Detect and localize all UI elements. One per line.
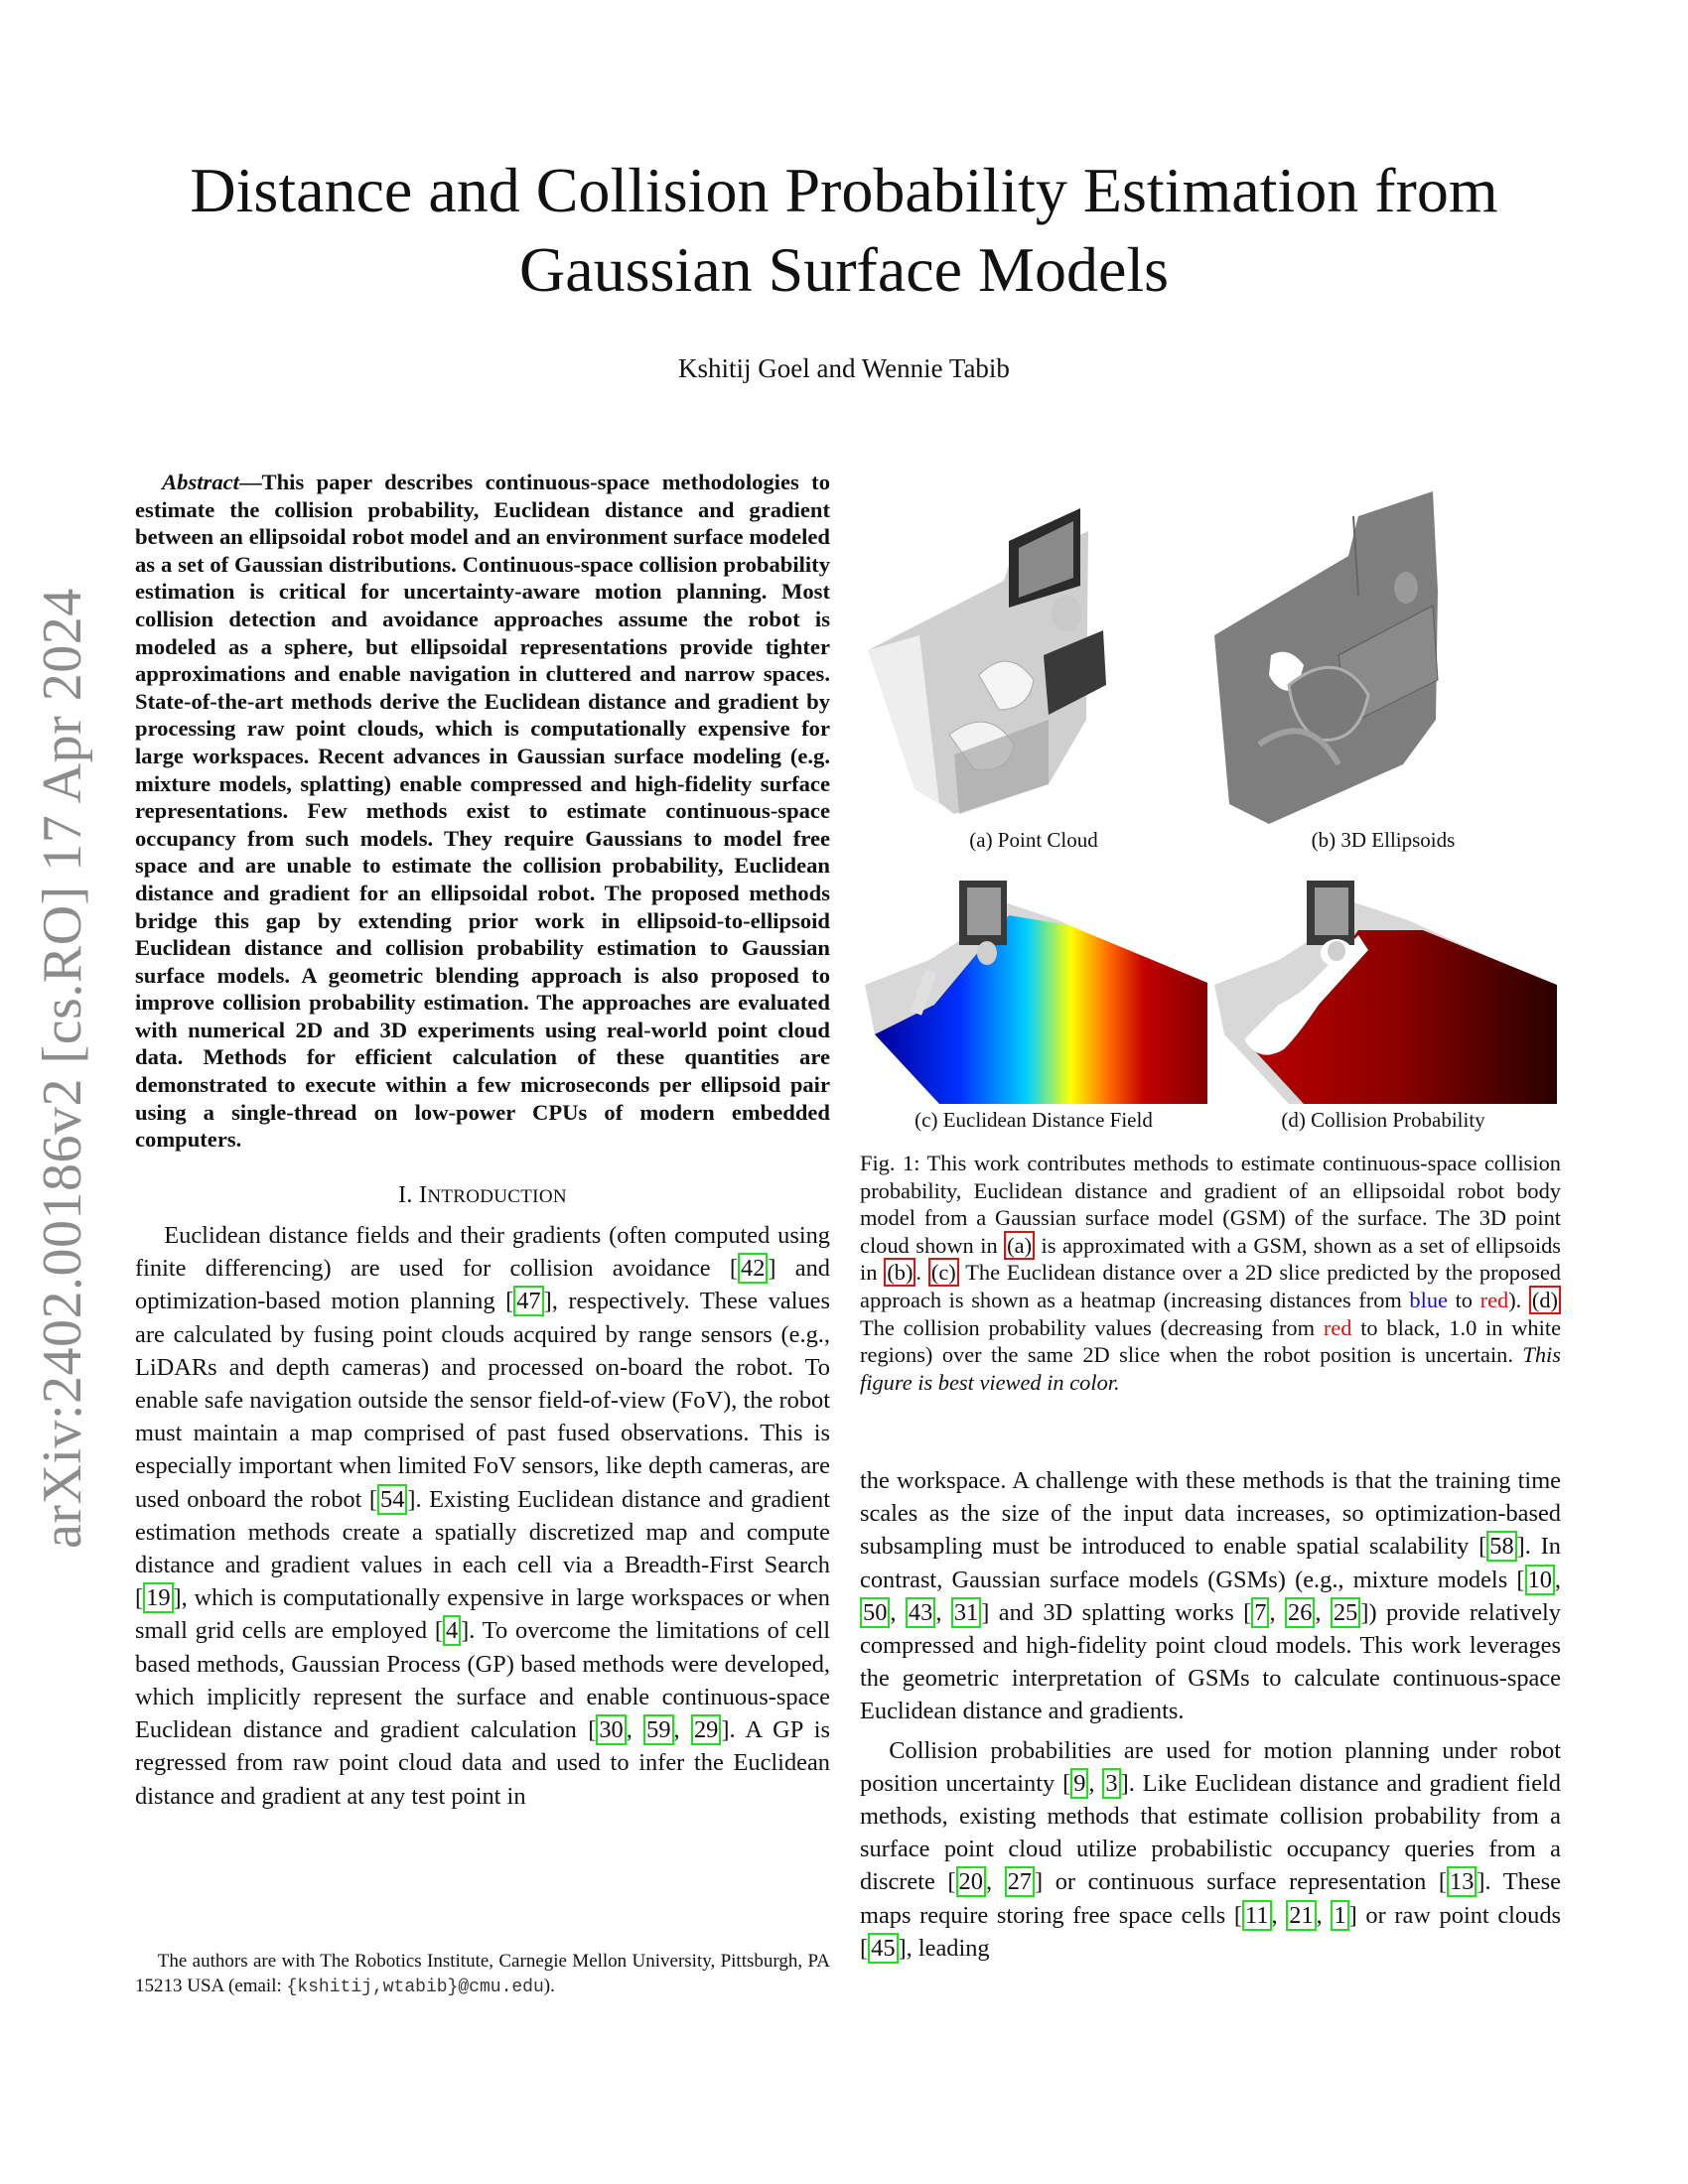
citation-link[interactable]: 45 xyxy=(868,1933,898,1964)
caption-text: Fig. 1: This work contributes methods to estimate continuous-space collision probability, Euclidean distance and gradient of an ellipsoidal robot body model from a Gaussian surface model (GSM) of the surface. The 3D point cloud shown in xyxy=(860,1151,1561,1258)
caption-italic-note: This figure is best viewed in color. xyxy=(860,1342,1561,1395)
ellipsoids-image xyxy=(1209,486,1557,824)
subfigure-a-point-cloud xyxy=(860,486,1207,853)
subfigure-b-3d-ellipsoids xyxy=(1209,486,1557,853)
email-user[interactable]: {kshitij,wtabib} xyxy=(286,1978,459,1997)
text-run: or continuous surface representation xyxy=(1043,1868,1439,1896)
text-run: or raw point clouds xyxy=(1356,1901,1562,1929)
citation-link[interactable]: 11 xyxy=(1242,1900,1272,1931)
text-run: . In contrast, Gaussian surface models (GSMs) (e.g., mixture models xyxy=(860,1533,1561,1593)
citation-link[interactable]: 4 xyxy=(443,1615,461,1646)
intro-paragraph-collision: Collision probabilities are used for motion planning under robot position uncertainty [ 9 , 3 ]. Like Euclidean distance and gradient field methods, existing methods that estimate collision probability from a surface point cloud utilize probabilistic occupancy queries from a discrete [ 20 , 27 ] or continuous surface representation [ 13 ]. These maps require storing free space cells [ 11 , 21 , 1 ] or raw point clouds [ 45 ], leading xyxy=(860,1736,1562,1962)
paper-title xyxy=(0,151,1688,310)
blue-label: blue xyxy=(1409,1287,1448,1312)
section-heading-introduction xyxy=(135,1179,830,1213)
title-line-1: Distance and Collision Probability Estimation from xyxy=(190,155,1498,225)
citation-link[interactable]: 27 xyxy=(1005,1866,1035,1897)
left-column xyxy=(135,469,830,1813)
caption-text: is approximated with a GSM, shown as a set of ellipsoids in xyxy=(860,1232,1561,1286)
footnote-text: The authors are with The Robotics Institute, Carnegie Mellon University, Pittsburgh, PA 15213 USA (email: xyxy=(135,1951,830,1996)
section-number: I. xyxy=(398,1181,413,1208)
abstract-dash: — xyxy=(238,470,262,494)
subfigure-caption: (c) Euclidean Distance Field xyxy=(914,1108,1153,1132)
text-run: , leading xyxy=(906,1934,990,1962)
text-run: the workspace. A challenge with these methods is that the training time scales as the size of the input data increases, so optimization-based subsampling must be introduced to enable spatial scalability xyxy=(860,1467,1561,1561)
text-run: . To overcome the limitations of cell based methods, Gaussian Process (GP) based methods were developed, which implicitly represent the surface and enable continuous-space Euclidean distance and gradient calculation xyxy=(135,1617,830,1744)
citation-link[interactable]: 19 xyxy=(143,1582,173,1613)
subfigure-d-collision-probability xyxy=(1209,876,1557,1133)
citation-link[interactable]: 54 xyxy=(377,1484,407,1515)
red-label: red xyxy=(1479,1287,1509,1312)
text-run: , respectively. These values are calculated by fusing point clouds acquired by range sensors (e.g., LiDARs and depth cameras) and processed on-board the robot. To enable safe navigation outside the sensor field-of-view (FoV), the robot must maintain a map comprised of past fused observations. This is especially important when limited FoV sensors, like depth cameras, are used onboard the robot xyxy=(135,1288,830,1513)
text-run: . Like Euclidean distance and gradient field methods, existing methods that estimate collision probability from a surface point cloud utilize probabilistic occupancy queries from a discrete xyxy=(860,1769,1561,1896)
citation-link[interactable]: 3 xyxy=(1102,1768,1120,1799)
figure-1-caption xyxy=(860,1150,1561,1396)
point-cloud-image xyxy=(860,486,1207,824)
citation-link[interactable]: 58 xyxy=(1486,1531,1516,1562)
citation-link[interactable]: 43 xyxy=(906,1597,935,1628)
subfigure-caption: (d) Collision Probability xyxy=(1281,1108,1485,1132)
caption-text: The Euclidean distance over a 2D slice predicted by the proposed approach is shown as a heatmap (increasing distances from xyxy=(860,1260,1562,1312)
section-title-rest: NTRODUCTION xyxy=(427,1185,567,1207)
citation-link[interactable]: 21 xyxy=(1286,1900,1316,1931)
text-run: . Existing Euclidean distance and gradient estimation methods create a spatially discretized map and compute distance and gradient values in each cell via a Breadth-First Search xyxy=(135,1485,830,1579)
citation-link[interactable]: 42 xyxy=(738,1253,768,1284)
title-line-2: Gaussian Surface Models xyxy=(518,234,1170,305)
text-run: . A GP is regressed from raw point cloud data and used to infer the Euclidean distance and gradient at any test point in xyxy=(135,1716,830,1810)
citation-link[interactable]: 29 xyxy=(691,1714,721,1745)
footnote-close: ). xyxy=(543,1976,555,1996)
abstract xyxy=(135,469,830,1154)
text-run: and optimization-based motion planning xyxy=(135,1255,830,1315)
text-run: ) provide relatively compressed and high-fidelity point cloud models. This work leverages the geometric interpretation of GSMs to calculate continuous-space Euclidean distance and gradients. xyxy=(860,1598,1562,1725)
citation-link[interactable]: 9 xyxy=(1070,1768,1088,1799)
caption-text: . xyxy=(915,1260,928,1286)
citation-link[interactable]: 59 xyxy=(643,1714,673,1745)
text-run: and 3D splatting works xyxy=(989,1598,1244,1626)
caption-text: to black, 1.0 in white regions) over the same 2D slice when the robot position is uncertain. xyxy=(860,1314,1562,1368)
figure-ref-b[interactable]: (b) xyxy=(884,1258,915,1287)
citation-link[interactable]: 7 xyxy=(1251,1597,1269,1628)
citation-link[interactable]: 31 xyxy=(951,1597,981,1628)
abstract-text: This paper describes continuous-space methodologies to estimate the collision probability, Euclidean distance and gradient between an ellipsoidal robot model and an environment surface modeled as a set of Gaussian distributions. Continuous-space collision probability estimation is critical for uncertainty-aware motion planning. Most collision detection and avoidance approaches assume the robot is modeled as a sphere, but ellipsoidal representations provide tighter approximations and enable navigation in cluttered and narrow spaces. State-of-the-art methods derive the Euclidean distance and gradient by processing raw point clouds, which is computationally expensive for large workspaces. Recent advances in Gaussian surface modeling (e.g. mixture models, splatting) enable compressed and high-fidelity surface representations. Few methods exist to estimate continuous-space occupancy from such models. They require Gaussians to model free space and are unable to estimate the collision probability, Euclidean distance and gradient for an ellipsoidal robot. The proposed methods bridge this gap by extending prior work in ellipsoid-to-ellipsoid Euclidean distance and collision probability estimation to Gaussian surface models. A geometric blending approach is also proposed to improve collision probability estimation. The approaches are evaluated with numerical 2D and 3D experiments using real-world point cloud data. Methods for efficient calculation of these quantities are demonstrated to execute within a few microseconds per ellipsoid pair using a single-thread on low-power CPUs of modern embedded computers. xyxy=(135,470,830,1153)
arxiv-identifier-stamp: arXiv:2402.00186v2 [cs.RO] 17 Apr 2024 xyxy=(32,588,93,1549)
subfigure-caption: (a) Point Cloud xyxy=(969,828,1098,852)
author-list: Kshitij Goel and Wennie Tabib xyxy=(678,353,1010,383)
collision-probability-image xyxy=(1209,876,1557,1104)
red-label: red xyxy=(1323,1314,1352,1340)
intro-paragraph-1: Euclidean distance fields and their gradients (often computed using finite differencing) are used for collision avoidance [ 42 ] and optimization-based motion planning [ 47 ], respectively. These values are calculated by fusing point clouds acquired by range sensors (e.g., LiDARs and depth cameras) and processed on-board the robot. To enable safe navigation outside the sensor field-of-view (FoV), the robot must maintain a map comprised of past fused observations. This is especially important when limited FoV sensors, like depth cameras, are used onboard the robot [ 54 ]. Existing Euclidean distance and gradient estimation methods create a spatially discretized map and compute distance and gradient values in each cell via a Breadth-First Search [ 19 ], which is computationally expensive in large workspaces or when small grid cells are employed [ 4 ]. To overcome the limitations of cell based methods, Gaussian Process (GP) based methods were developed, which implicitly represent the surface and enable continuous-space Euclidean distance and gradient calculation [ 30 , 59 , 29 ]. A GP is regressed from raw point cloud data and used to infer the Euclidean distance and gradient at any test point in xyxy=(135,1222,830,1810)
right-column-body xyxy=(860,1464,1561,1965)
email-domain[interactable]: @cmu.edu xyxy=(458,1978,544,1997)
citation-link[interactable]: 13 xyxy=(1447,1866,1477,1897)
citation-link[interactable]: 25 xyxy=(1331,1597,1360,1628)
text-run: Euclidean distance fields and their gradients (often computed using finite differencing) are used for collision avoidance xyxy=(135,1222,830,1283)
citation-link[interactable]: 50 xyxy=(860,1597,890,1628)
figure-ref-d[interactable]: (d) xyxy=(1529,1286,1561,1314)
citation-link[interactable]: 47 xyxy=(513,1286,543,1316)
caption-text: The collision probability values (decreasing from xyxy=(860,1314,1324,1340)
distance-heatmap-image xyxy=(860,876,1207,1104)
figure-ref-c[interactable]: (c) xyxy=(928,1258,959,1287)
citation-link[interactable]: 1 xyxy=(1331,1900,1348,1931)
subfigure-caption: (b) 3D Ellipsoids xyxy=(1311,828,1456,852)
subfigure-c-euclidean-distance-field xyxy=(860,876,1207,1133)
intro-paragraph-continued: the workspace. A challenge with these methods is that the training time scales as the size of the input data increases, so optimization-based subsampling must be introduced to enable spatial scalability [ 58 ]. In contrast, Gaussian surface models (GSMs) (e.g., mixture models [ 10 , 50 , 43 , 31 ] and 3D splatting works [ 7 , 26 , 25 ]) provide relatively compressed and high-fidelity point cloud models. This work leverages the geometric interpretation of GSMs to calculate continuous-space Euclidean distance and gradients. xyxy=(860,1467,1562,1725)
text-run: . These maps require storing free space cells xyxy=(860,1868,1561,1929)
citation-link[interactable]: 26 xyxy=(1285,1597,1315,1628)
text-run: , which is computationally expensive in large workspaces or when small grid cells are employed xyxy=(135,1584,830,1645)
caption-text: ). xyxy=(1508,1287,1529,1312)
text-run: Collision probabilities are used for motion planning under robot position uncertainty xyxy=(860,1736,1561,1797)
author-affiliation-footnote xyxy=(135,1949,830,2000)
citation-link[interactable]: 20 xyxy=(956,1866,986,1897)
section-title-initial: I xyxy=(419,1181,428,1208)
citation-link[interactable]: 30 xyxy=(596,1714,626,1745)
caption-text: to xyxy=(1447,1287,1480,1312)
figure-ref-a[interactable]: (a) xyxy=(1004,1231,1035,1260)
citation-link[interactable]: 10 xyxy=(1525,1565,1555,1595)
abstract-label: Abstract xyxy=(162,470,239,494)
